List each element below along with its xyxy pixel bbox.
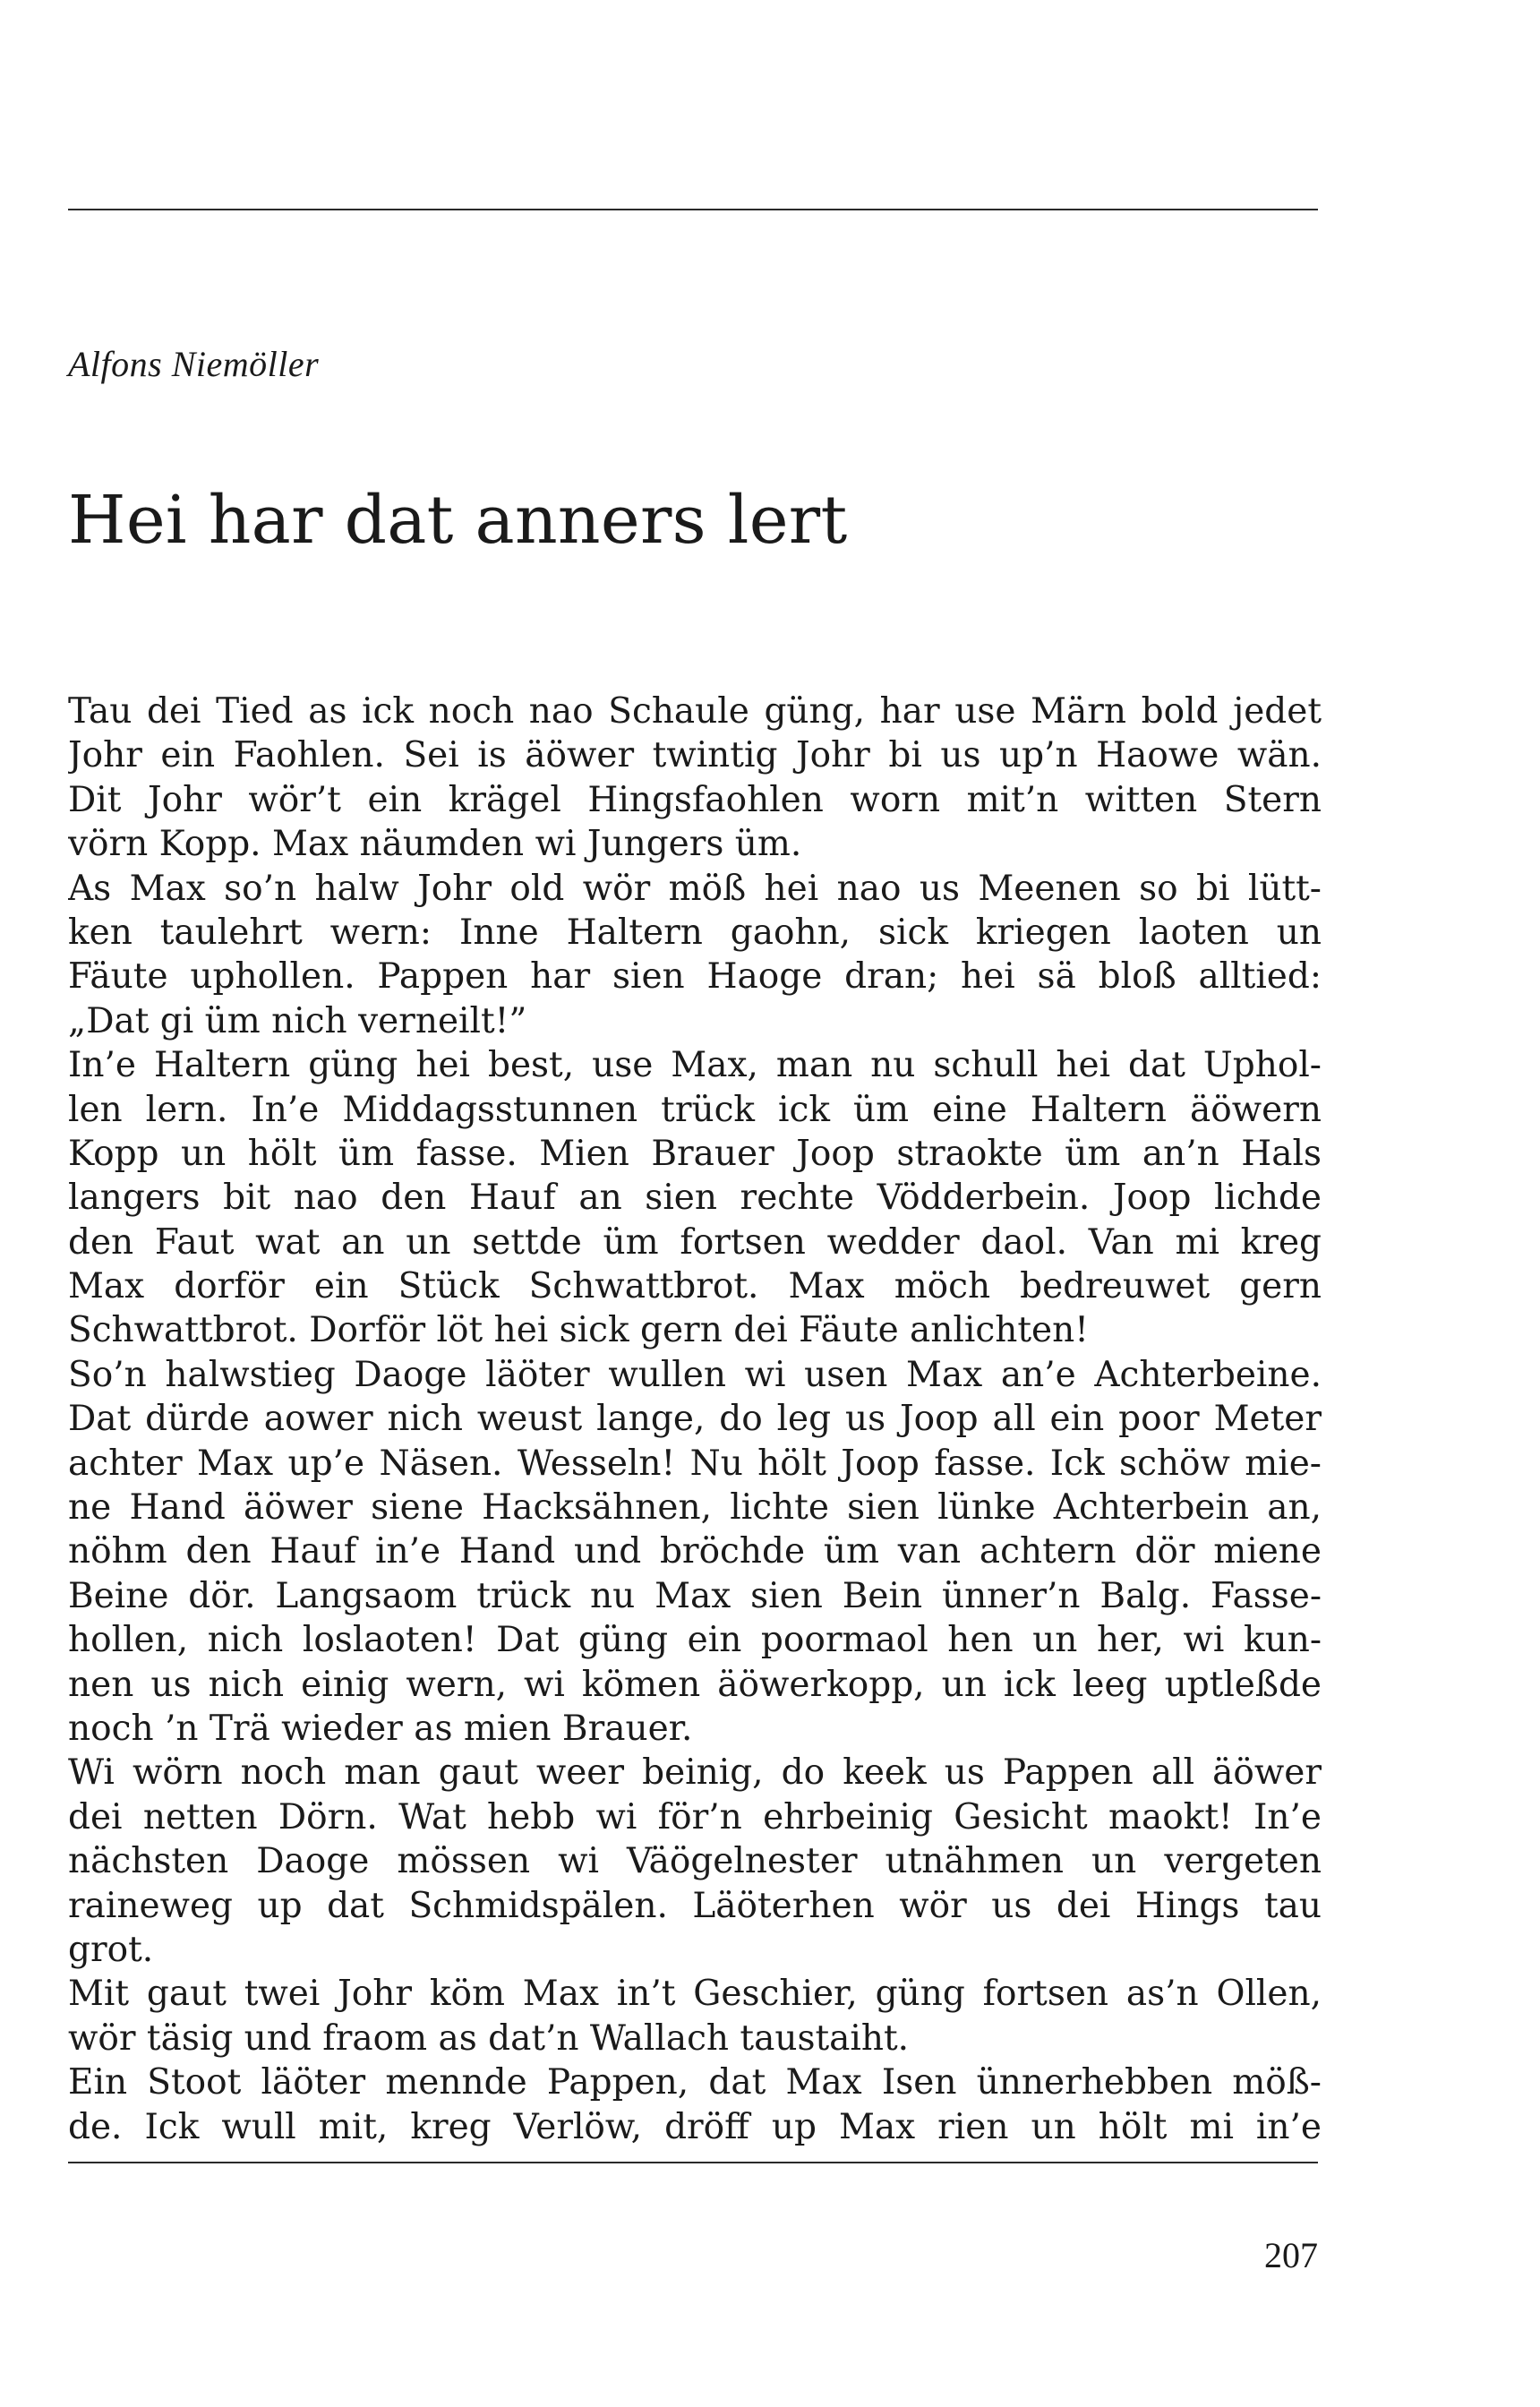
text-line: Mit gaut twei Johr köm Max in’t Geschier, güng fortsen as’n Ollen,	[68, 1974, 1322, 2015]
text-line: len lern. In’e Middagsstunnen trück ick üm eine Haltern äöwern	[68, 1089, 1322, 1130]
author-name: Alfons Niemöller	[68, 344, 320, 384]
text-line: Ein Stoot läöter mennde Pappen, dat Max Isen ünnerhebben möß-	[68, 2062, 1322, 2103]
text-line: nen us nich einig wern, wi kömen äöwerkopp, un ick leeg uptleßde	[68, 1664, 1322, 1705]
text-line: den Faut wat an un settde üm fortsen wedder daol. Van mi kreg	[68, 1221, 1322, 1263]
text-line: achter Max up’e Näsen. Wesseln! Nu hölt Joop fasse. Ick schöw mie-	[68, 1443, 1322, 1484]
text-line: nöhm den Hauf in’e Hand und bröchde üm van achtern dör miene	[68, 1531, 1322, 1572]
text-line: Schwattbrot. Dorför löt hei sick gern dei Fäute anlichten!	[68, 1310, 1089, 1351]
text-line: Dit Johr wör’t ein krägel Hingsfaohlen worn mit’n witten Stern	[68, 779, 1322, 820]
text-line: ken taulehrt wern: Inne Haltern gaohn, sick kriegen laoten un	[68, 912, 1322, 953]
text-line: In’e Haltern güng hei best, use Max, man nu schull hei dat Uphol-	[68, 1045, 1322, 1086]
text-line: Dat dürde aower nich weust lange, do leg us Joop all ein poor Meter	[68, 1399, 1322, 1440]
text-line: vörn Kopp. Max näumden wi Jungers üm.	[68, 824, 802, 865]
text-line: hollen, nich loslaoten! Dat güng ein poormaol hen un her, wi kun-	[68, 1620, 1322, 1661]
text-line: So’n halwstieg Daoge läöter wullen wi usen Max an’e Achterbeine.	[68, 1354, 1322, 1395]
text-line: ne Hand äöwer siene Hacksähnen, lichte sien lünke Achterbein an,	[68, 1487, 1322, 1529]
text-line: grot.	[68, 1929, 154, 1970]
text-line: „Dat gi üm nich verneilt!”	[68, 1000, 527, 1041]
text-line: wör täsig und fraom as dat’n Wallach taustaiht.	[68, 2017, 910, 2059]
text-line: Johr ein Faohlen. Sei is äöwer twintig Johr bi us up’n Haowe wän.	[68, 735, 1322, 776]
text-line: Kopp un hölt üm fasse. Mien Brauer Joop straokte üm an’n Hals	[68, 1133, 1322, 1174]
page-number: 207	[1264, 2235, 1318, 2275]
text-line: dei netten Dörn. Wat hebb wi för’n ehrbeinig Gesicht maokt! In’e	[68, 1796, 1322, 1837]
bottom-rule	[68, 2162, 1318, 2163]
story-title: Hei har dat anners lert	[68, 482, 848, 559]
text-line: langers bit nao den Hauf an sien rechte Vödderbein. Joop lichde	[68, 1178, 1322, 1219]
text-line: nächsten Daoge mössen wi Väögelnester utnähmen un vergeten	[68, 1841, 1322, 1882]
text-line: Fäute uphollen. Pappen har sien Haoge dran; hei sä bloß alltied:	[68, 956, 1322, 998]
text-line: raineweg up dat Schmidspälen. Läöterhen wör us dei Hings tau	[68, 1885, 1322, 1926]
text-line: Max dorför ein Stück Schwattbrot. Max möch bedreuwet gern	[68, 1266, 1322, 1307]
story-body	[68, 690, 1322, 2149]
top-rule	[68, 209, 1318, 210]
text-line: Tau dei Tied as ick noch nao Schaule güng, har use Märn bold jedet	[68, 691, 1322, 732]
text-line: Wi wörn noch man gaut weer beinig, do keek us Pappen all äöwer	[68, 1752, 1322, 1794]
text-line: noch ’n Trä wieder as mien Brauer.	[68, 1708, 693, 1749]
text-line: de. Ick wull mit, kreg Verlöw, dröff up Max rien un hölt mi in’e	[68, 2106, 1322, 2147]
text-line: As Max so’n halw Johr old wör möß hei nao us Meenen so bi lütt-	[68, 868, 1322, 909]
text-line: Beine dör. Langsaom trück nu Max sien Bein ünner’n Balg. Fasse-	[68, 1575, 1322, 1616]
